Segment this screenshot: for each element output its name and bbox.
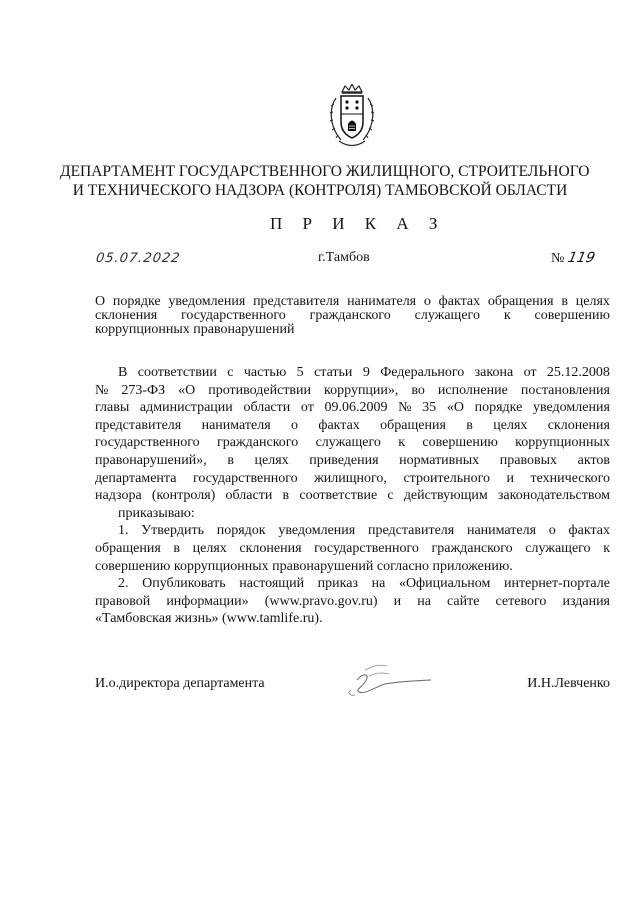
word: представителя xyxy=(253,294,340,309)
body-line xyxy=(95,364,610,382)
word: порядке xyxy=(112,294,161,309)
word: 273-ФЗ xyxy=(121,382,166,398)
word: в xyxy=(466,417,473,433)
word: исполнение xyxy=(437,382,508,398)
word: коррупции», xyxy=(324,382,399,398)
word: государственного xyxy=(95,435,200,451)
tambov-coat-of-arms-icon xyxy=(327,84,377,150)
word: правонарушений», xyxy=(95,452,207,468)
word: законодательством xyxy=(497,488,610,504)
word: и xyxy=(506,470,515,486)
word: в xyxy=(561,294,568,309)
word: 25.12.2008 xyxy=(546,365,610,380)
body-line xyxy=(95,575,610,593)
department-name xyxy=(60,162,590,200)
word: представителя xyxy=(95,417,182,433)
body-line xyxy=(95,399,610,417)
word: актов xyxy=(577,452,610,468)
word: сайте xyxy=(447,593,480,609)
word: противодействии xyxy=(208,382,312,398)
word: (контроля) xyxy=(151,488,216,504)
word: департамента xyxy=(95,470,177,486)
word: «Официальном xyxy=(398,576,491,592)
document-title: П Р И К А З xyxy=(270,214,446,233)
body-line xyxy=(95,593,610,611)
word: нанимателя xyxy=(201,417,271,433)
word: на xyxy=(371,576,386,592)
word: в xyxy=(173,540,181,556)
subject-line xyxy=(95,295,610,309)
word: закона xyxy=(474,365,514,380)
word: порядок xyxy=(216,523,266,539)
word: постановления xyxy=(520,382,610,398)
word: коррупционных xyxy=(515,435,610,451)
word: целях xyxy=(575,294,610,309)
word: о xyxy=(423,294,431,309)
body-line xyxy=(95,434,610,452)
body-line xyxy=(95,417,610,435)
word: в xyxy=(282,488,290,504)
handwritten-signature-icon xyxy=(335,662,435,704)
word: гражданского xyxy=(217,435,299,451)
signatory-title: И.о.директора департамента xyxy=(95,676,265,691)
body-line: приказываю: xyxy=(118,505,195,521)
body-line xyxy=(95,452,610,470)
signatory-name: И.Н.Левченко xyxy=(527,676,610,691)
word: области xyxy=(225,488,273,504)
word: государственного xyxy=(192,470,298,486)
word: «О xyxy=(178,382,196,398)
word: нанимателя xyxy=(347,294,417,309)
word: о xyxy=(548,523,556,539)
word: служащего xyxy=(414,308,480,323)
word: на xyxy=(417,593,431,609)
word: фактах xyxy=(568,523,610,539)
word: сетевого xyxy=(495,593,547,609)
word: Федерального xyxy=(380,365,465,380)
word: информации» xyxy=(166,593,249,609)
order-body xyxy=(95,364,610,628)
handwritten-date: 05.07.2022 xyxy=(94,251,182,266)
word: обращения xyxy=(487,294,554,309)
word: государственного xyxy=(314,540,419,556)
word: целях xyxy=(493,417,528,433)
word: соответствии xyxy=(137,365,217,380)
word: представителя xyxy=(367,523,455,539)
word: главы xyxy=(95,400,130,416)
order-number xyxy=(551,250,595,267)
word: 35 xyxy=(422,400,437,416)
word: в xyxy=(227,452,234,468)
body-line xyxy=(95,522,610,540)
word: во xyxy=(411,382,425,398)
word: гражданского xyxy=(309,308,391,323)
word: области xyxy=(243,400,291,416)
word: № xyxy=(398,400,412,416)
word: к xyxy=(398,435,406,451)
word: О xyxy=(95,294,106,309)
word: действующим xyxy=(403,488,488,504)
word: № xyxy=(95,382,109,398)
word: Опубликовать xyxy=(142,576,226,592)
word: 9 xyxy=(362,365,370,380)
word: правовых xyxy=(499,452,558,468)
word: служащего xyxy=(525,540,591,556)
word: издания xyxy=(562,593,610,609)
word: склонения xyxy=(239,540,302,556)
word: к xyxy=(603,540,610,556)
word: фактах xyxy=(438,294,481,309)
word: целях xyxy=(254,452,289,468)
word: склонения xyxy=(547,417,610,433)
department-name-line-2: И ТЕХНИЧЕСКОГО НАДЗОРА (КОНТРОЛЯ) ТАМБОВСКОЙ ОБЛАСТИ xyxy=(72,182,568,199)
word: порядке xyxy=(474,400,523,416)
word: о xyxy=(291,417,299,433)
word: целях xyxy=(192,540,227,556)
word: правовой xyxy=(95,593,151,609)
body-line xyxy=(95,540,610,558)
body-line xyxy=(95,382,610,400)
word: 1. xyxy=(118,523,129,539)
word: совершению xyxy=(422,435,498,451)
word: 09.06.2009 xyxy=(324,400,388,416)
word: соответствие xyxy=(299,488,378,504)
word: уведомления xyxy=(168,294,246,309)
word: от xyxy=(523,365,537,380)
word: уведомления xyxy=(278,523,356,539)
word: обращения xyxy=(380,417,446,433)
order-number-label: № xyxy=(551,251,565,266)
subject-line: коррупционных правонарушений xyxy=(95,322,295,337)
word: с xyxy=(227,365,234,380)
body-line xyxy=(95,487,610,505)
word: технического xyxy=(530,470,610,486)
body-line xyxy=(95,470,610,488)
word: приказ xyxy=(317,576,358,592)
order-subject xyxy=(95,295,610,337)
word: жилищного, xyxy=(314,470,387,486)
word: к xyxy=(503,308,511,323)
word: 5 xyxy=(296,365,304,380)
word: приведения xyxy=(309,452,379,468)
body-line: совершению коррупционных правонарушений согласно приложению. xyxy=(95,558,513,574)
body-line: «Тамбовская жизнь» (www.tamlife.ru). xyxy=(95,611,323,627)
word: гражданского xyxy=(431,540,513,556)
document-city: г.Тамбов xyxy=(318,250,370,265)
word: «О xyxy=(446,400,464,416)
word: уведомления xyxy=(533,400,610,416)
department-name-line-1: ДЕПАРТАМЕНТ ГОСУДАРСТВЕННОГО ЖИЛИЩНОГО, СТРОИТЕЛЬНОГО xyxy=(60,163,590,180)
word: интернет-портале xyxy=(504,576,610,592)
word: от xyxy=(300,400,314,416)
word: фактах xyxy=(318,417,360,433)
word: склонения xyxy=(95,308,158,323)
word: настоящий xyxy=(239,576,305,592)
word: статьи xyxy=(314,365,353,380)
word: строительного xyxy=(403,470,491,486)
word: администрации xyxy=(139,400,233,416)
word: совершению xyxy=(534,308,610,323)
word: государственного xyxy=(181,308,286,323)
word: и xyxy=(393,593,402,609)
word: нормативных xyxy=(399,452,480,468)
word: Утвердить xyxy=(141,523,204,539)
word: служащего xyxy=(315,435,381,451)
word: 2. xyxy=(118,576,129,592)
word: обращения xyxy=(95,540,161,556)
word: с xyxy=(387,488,394,504)
word: частью xyxy=(243,365,287,380)
subject-line xyxy=(95,309,610,323)
word: надзора xyxy=(95,488,142,504)
order-number-value: 119 xyxy=(566,250,597,266)
word: нанимателя xyxy=(466,523,537,539)
word: В xyxy=(118,365,128,380)
word: (www.pravo.gov.ru) xyxy=(264,593,378,609)
